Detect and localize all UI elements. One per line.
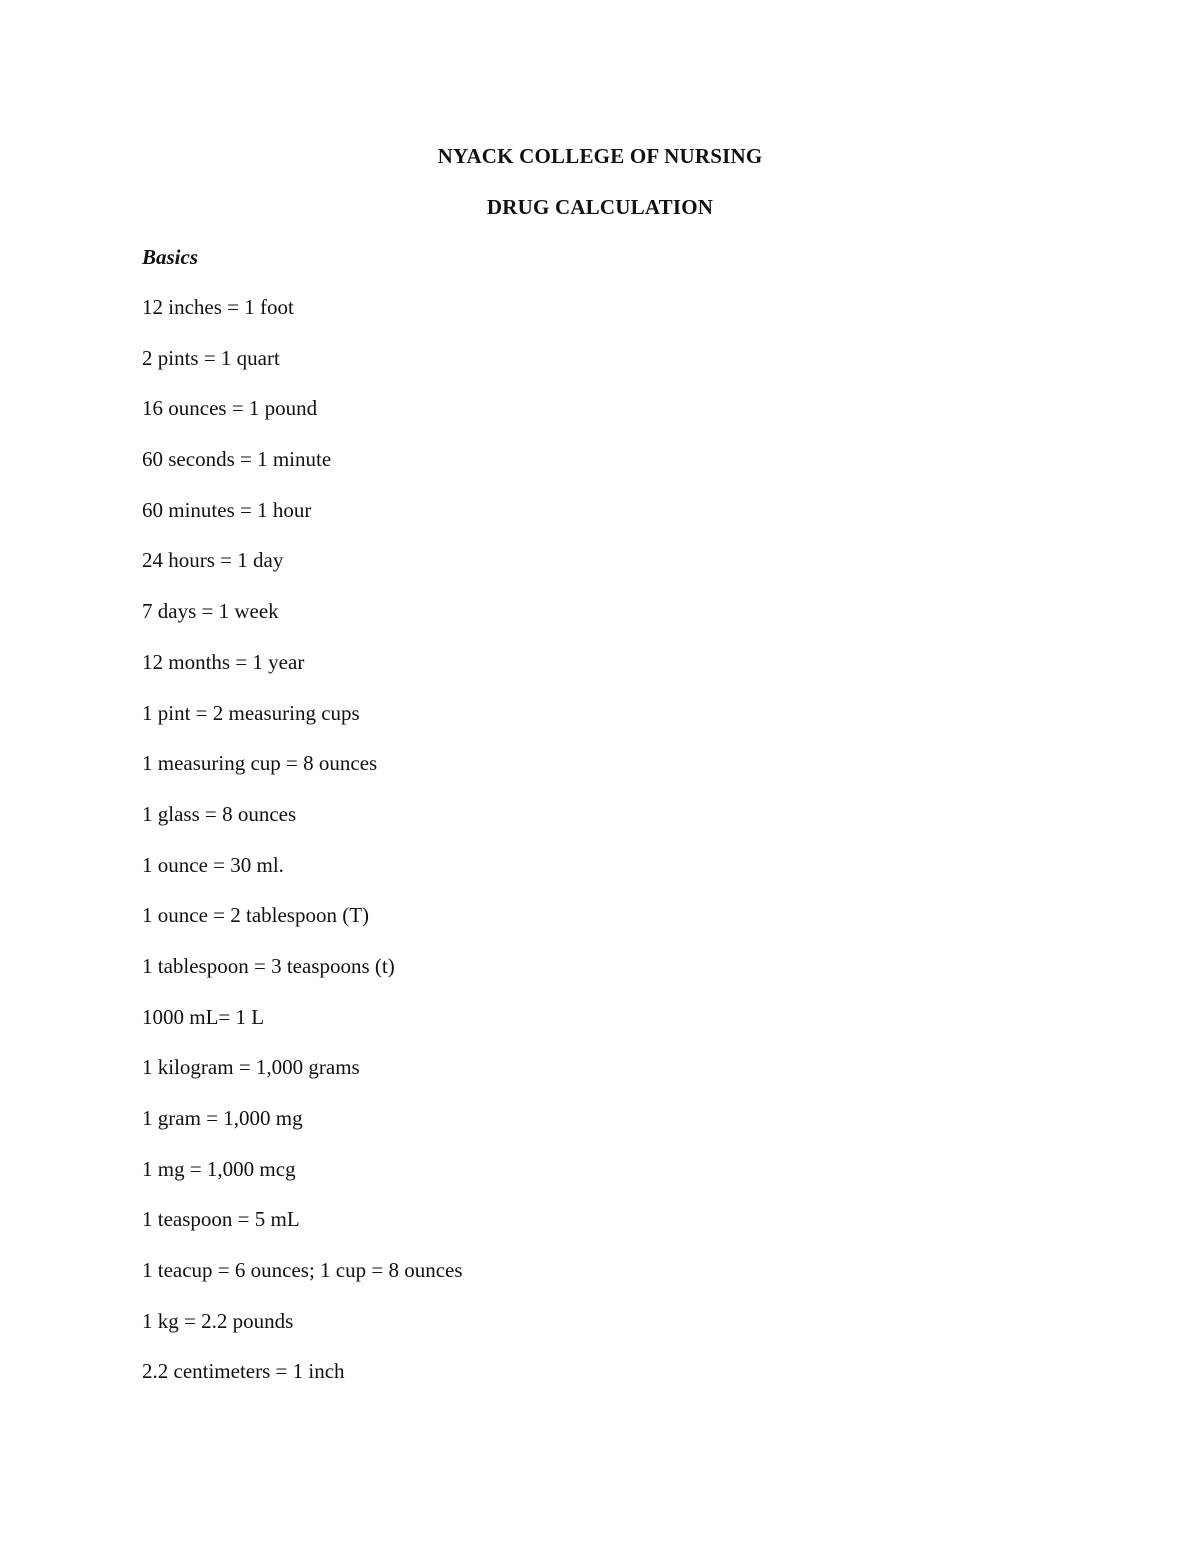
- document-title: NYACK COLLEGE OF NURSING: [437, 144, 763, 168]
- conversion-item: 12 months = 1 year: [142, 649, 305, 674]
- conversion-item: 60 seconds = 1 minute: [142, 447, 332, 472]
- conversion-item: 2.2 centimeters = 1 inch: [142, 1359, 345, 1384]
- conversion-item: 1 mg = 1,000 mcg: [142, 1156, 296, 1181]
- conversion-item: 1 gram = 1,000 mg: [142, 1106, 303, 1130]
- document-subtitle: DRUG CALCULATION: [486, 195, 714, 219]
- conversion-item: 60 minutes = 1 hour: [142, 497, 312, 522]
- conversion-item: 1 ounce = 2 tablespoon (T): [142, 903, 370, 928]
- conversion-item: 1000 mL= 1 L: [142, 1004, 265, 1029]
- conversion-item: 1 ounce = 30 ml.: [142, 852, 284, 877]
- conversion-item: 1 teaspoon = 5 mL: [142, 1207, 300, 1232]
- conversion-item: 1 glass = 8 ounces: [142, 801, 297, 826]
- conversion-item: 24 hours = 1 day: [142, 548, 284, 573]
- conversion-item: 1 kg = 2.2 pounds: [142, 1308, 294, 1333]
- conversion-item: 1 tablespoon = 3 teaspoons (t): [142, 953, 395, 978]
- conversion-item: 12 inches = 1 foot: [142, 295, 294, 319]
- section-heading: Basics: [142, 245, 199, 269]
- conversion-list: [142, 294, 463, 1409]
- conversion-item: 1 teacup = 6 ounces; 1 cup = 8 ounces: [142, 1258, 463, 1283]
- conversion-item: 1 kilogram = 1,000 grams: [142, 1055, 360, 1080]
- conversion-item: 7 days = 1 week: [142, 599, 279, 624]
- conversion-item: 1 measuring cup = 8 ounces: [142, 751, 378, 776]
- conversion-item: 2 pints = 1 quart: [142, 345, 280, 370]
- conversion-item: 16 ounces = 1 pound: [142, 396, 318, 421]
- conversion-item: 1 pint = 2 measuring cups: [142, 700, 360, 725]
